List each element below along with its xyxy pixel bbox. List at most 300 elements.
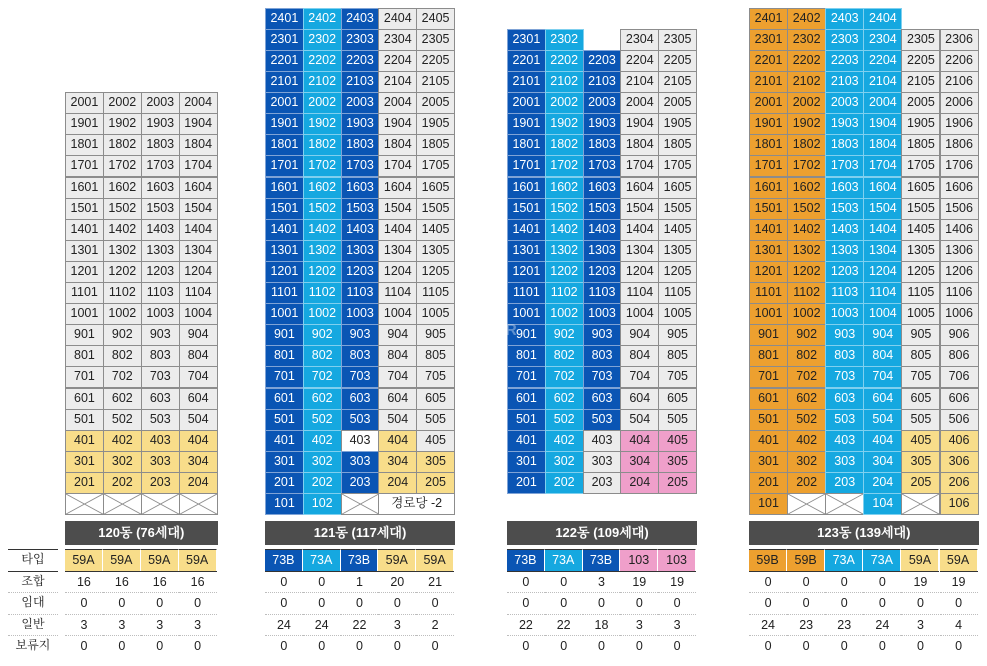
- unit-123-1303: 1303: [825, 240, 864, 262]
- stat-union-120-1: 16: [65, 571, 103, 593]
- unit-121-2404: 2404: [378, 8, 417, 30]
- unit-123-1304: 1304: [863, 240, 902, 262]
- unit-121-901: 901: [265, 324, 304, 346]
- unit-121-1003: 1003: [341, 303, 380, 325]
- unit-123-1403: 1403: [825, 219, 864, 241]
- unit-122-804: 804: [620, 345, 659, 367]
- unit-120-1101: 1101: [65, 282, 104, 304]
- unit-122-202: 202: [545, 472, 584, 494]
- stat-rental-121-3: 0: [341, 592, 379, 614]
- unit-122-1604: 1604: [620, 177, 659, 199]
- unit-121-405: 405: [416, 430, 455, 452]
- stat-rental-122-2: 0: [545, 592, 583, 614]
- unit-121-1505: 1505: [416, 198, 455, 220]
- watermark: NAVER: [458, 322, 518, 339]
- unit-123-2005: 2005: [901, 92, 940, 114]
- unit-122-902: 902: [545, 324, 584, 346]
- unit-123-1906: 1906: [940, 113, 979, 135]
- unit-122-903: 903: [583, 324, 622, 346]
- stat-general-123-1: 24: [749, 614, 787, 636]
- unit-121-2003: 2003: [341, 92, 380, 114]
- unit-120-201: 201: [65, 472, 104, 494]
- unit-123-406: 406: [940, 430, 979, 452]
- unit-121-1902: 1902: [303, 113, 342, 135]
- unit-121-1301: 1301: [265, 240, 304, 262]
- unit-123-2101: 2101: [749, 71, 788, 93]
- unit-121-702: 702: [303, 366, 342, 388]
- unit-122-601: 601: [507, 388, 546, 410]
- unit-121-703: 703: [341, 366, 380, 388]
- unit-122-404: 404: [620, 430, 659, 452]
- unit-123-1903: 1903: [825, 113, 864, 135]
- unit-121-1602: 1602: [303, 177, 342, 199]
- unit-122-805: 805: [658, 345, 697, 367]
- unit-121-2403: 2403: [341, 8, 380, 30]
- unit-123-1902: 1902: [787, 113, 826, 135]
- unit-120-903: 903: [141, 324, 180, 346]
- unit-123-404: 404: [863, 430, 902, 452]
- unit-123-605: 605: [901, 388, 940, 410]
- unit-120-403: 403: [141, 430, 180, 452]
- unit-123-1106: 1106: [940, 282, 979, 304]
- unit-123-1502: 1502: [787, 198, 826, 220]
- stat-type-123-3: 73A: [825, 549, 863, 571]
- unit-123-1703: 1703: [825, 155, 864, 177]
- unit-121-905: 905: [416, 324, 455, 346]
- unit-122-2302: 2302: [545, 29, 584, 51]
- stat-type-123-2: 59B: [787, 549, 825, 571]
- unit-121-505: 505: [416, 409, 455, 431]
- stat-general-121-2: 24: [303, 614, 341, 636]
- stat-general-120-2: 3: [103, 614, 141, 636]
- unit-121-1604: 1604: [378, 177, 417, 199]
- unit-123-805: 805: [901, 345, 940, 367]
- unit-120-301: 301: [65, 451, 104, 473]
- unit-122-1202: 1202: [545, 261, 584, 283]
- stat-reserved-121-5: 0: [416, 635, 454, 657]
- unit-122-1303: 1303: [583, 240, 622, 262]
- stat-general-120-3: 3: [141, 614, 179, 636]
- unit-120-1601: 1601: [65, 177, 104, 199]
- unit-123-1901: 1901: [749, 113, 788, 135]
- unit-121-1601: 1601: [265, 177, 304, 199]
- unit-122-1703: 1703: [583, 155, 622, 177]
- unit-122-1701: 1701: [507, 155, 546, 177]
- unit-121-2103: 2103: [341, 71, 380, 93]
- unit-121-1402: 1402: [303, 219, 342, 241]
- unit-123-1305: 1305: [901, 240, 940, 262]
- unit-123-2203: 2203: [825, 50, 864, 72]
- unit-123-1302: 1302: [787, 240, 826, 262]
- stat-rental-123-2: 0: [787, 592, 825, 614]
- unit-121-1501: 1501: [265, 198, 304, 220]
- unit-120-1401: 1401: [65, 219, 104, 241]
- unit-122-1104: 1104: [620, 282, 659, 304]
- stat-general-122-5: 3: [658, 614, 696, 636]
- stat-general-123-6: 4: [940, 614, 978, 636]
- unit-121-803: 803: [341, 345, 380, 367]
- unit-122-1204: 1204: [620, 261, 659, 283]
- unit-123-305: 305: [901, 451, 940, 473]
- unit-122-901: 901: [507, 324, 546, 346]
- unit-123-1404: 1404: [863, 219, 902, 241]
- unit-120-1604: 1604: [179, 177, 218, 199]
- unit-123-303: 303: [825, 451, 864, 473]
- unit-120-703: 703: [141, 366, 180, 388]
- unit-120-1901: 1901: [65, 113, 104, 135]
- unit-120-1902: 1902: [103, 113, 142, 135]
- stat-union-123-1: 0: [749, 571, 787, 593]
- unit-122-602: 602: [545, 388, 584, 410]
- stat-type-122-3: 73B: [583, 549, 621, 571]
- stat-rental-121-2: 0: [303, 592, 341, 614]
- unit-123-1805: 1805: [901, 134, 940, 156]
- unit-123-401: 401: [749, 430, 788, 452]
- unit-120-1403: 1403: [141, 219, 180, 241]
- unit-121-1503: 1503: [341, 198, 380, 220]
- unit-123-302: 302: [787, 451, 826, 473]
- unit-120-1703: 1703: [141, 155, 180, 177]
- unit-120-1201: 1201: [65, 261, 104, 283]
- unit-123-202: 202: [787, 472, 826, 494]
- unit-121-701: 701: [265, 366, 304, 388]
- unit-121-604: 604: [378, 388, 417, 410]
- unit-122-2304: 2304: [620, 29, 659, 51]
- unit-121-1005: 1005: [416, 303, 455, 325]
- unit-121-2102: 2102: [303, 71, 342, 93]
- unit-122-1002: 1002: [545, 303, 584, 325]
- unit-123-empty: [787, 493, 826, 515]
- unit-123-203: 203: [825, 472, 864, 494]
- stat-union-122-1: 0: [507, 571, 545, 593]
- unit-121-902: 902: [303, 324, 342, 346]
- unit-122-1302: 1302: [545, 240, 584, 262]
- stat-reserved-122-4: 0: [620, 635, 658, 657]
- stat-rental-122-5: 0: [658, 592, 696, 614]
- unit-121-1205: 1205: [416, 261, 455, 283]
- unit-121-403: 403: [341, 430, 380, 452]
- unit-120-1503: 1503: [141, 198, 180, 220]
- unit-120-empty: [141, 493, 180, 515]
- unit-120-empty: [179, 493, 218, 515]
- unit-123-1301: 1301: [749, 240, 788, 262]
- unit-122-1504: 1504: [620, 198, 659, 220]
- unit-120-603: 603: [141, 388, 180, 410]
- stat-union-122-4: 19: [620, 571, 658, 593]
- stat-type-120-4: 59A: [179, 549, 217, 571]
- unit-121-503: 503: [341, 409, 380, 431]
- unit-121-404: 404: [378, 430, 417, 452]
- unit-121-2002: 2002: [303, 92, 342, 114]
- stat-reserved-122-2: 0: [545, 635, 583, 657]
- empty-unit-cross-icon: [342, 494, 379, 514]
- unit-121-1703: 1703: [341, 155, 380, 177]
- unit-120-1204: 1204: [179, 261, 218, 283]
- unit-122-1502: 1502: [545, 198, 584, 220]
- unit-120-1202: 1202: [103, 261, 142, 283]
- unit-122-2102: 2102: [545, 71, 584, 93]
- unit-120-1102: 1102: [103, 282, 142, 304]
- row-label-rule: [8, 614, 58, 615]
- unit-122-604: 604: [620, 388, 659, 410]
- unit-122-1902: 1902: [545, 113, 584, 135]
- unit-121-2104: 2104: [378, 71, 417, 93]
- stat-rental-120-1: 0: [65, 592, 103, 614]
- unit-122-1005: 1005: [658, 303, 697, 325]
- unit-123-1802: 1802: [787, 134, 826, 156]
- unit-121-804: 804: [378, 345, 417, 367]
- unit-121-1203: 1203: [341, 261, 380, 283]
- unit-123-704: 704: [863, 366, 902, 388]
- unit-121-101: 101: [265, 493, 304, 515]
- unit-123-1603: 1603: [825, 177, 864, 199]
- unit-123-2302: 2302: [787, 29, 826, 51]
- unit-123-1704: 1704: [863, 155, 902, 177]
- unit-122-1705: 1705: [658, 155, 697, 177]
- unit-123-1102: 1102: [787, 282, 826, 304]
- stat-union-120-3: 16: [141, 571, 179, 593]
- unit-123-2304: 2304: [863, 29, 902, 51]
- unit-120-702: 702: [103, 366, 142, 388]
- unit-120-1003: 1003: [141, 303, 180, 325]
- unit-123-104: 104: [863, 493, 902, 515]
- unit-122-1403: 1403: [583, 219, 622, 241]
- unit-120-602: 602: [103, 388, 142, 410]
- unit-120-1602: 1602: [103, 177, 142, 199]
- unit-120-1303: 1303: [141, 240, 180, 262]
- unit-123-505: 505: [901, 409, 940, 431]
- unit-122-1402: 1402: [545, 219, 584, 241]
- stat-general-122-2: 22: [545, 614, 583, 636]
- stat-union-121-5: 21: [416, 571, 454, 593]
- unit-123-705: 705: [901, 366, 940, 388]
- unit-123-204: 204: [863, 472, 902, 494]
- unit-121-1102: 1102: [303, 282, 342, 304]
- unit-122-803: 803: [583, 345, 622, 367]
- stat-union-123-5: 19: [901, 571, 939, 593]
- unit-123-1701: 1701: [749, 155, 788, 177]
- stat-rental-120-3: 0: [141, 592, 179, 614]
- unit-123-201: 201: [749, 472, 788, 494]
- unit-120-304: 304: [179, 451, 218, 473]
- unit-121-904: 904: [378, 324, 417, 346]
- unit-121-1401: 1401: [265, 219, 304, 241]
- unit-123-2201: 2201: [749, 50, 788, 72]
- stat-reserved-123-2: 0: [787, 635, 825, 657]
- unit-121-903: 903: [341, 324, 380, 346]
- stat-general-121-5: 2: [416, 614, 454, 636]
- stat-general-122-3: 18: [583, 614, 621, 636]
- unit-121-1901: 1901: [265, 113, 304, 135]
- unit-123-2204: 2204: [863, 50, 902, 72]
- unit-123-701: 701: [749, 366, 788, 388]
- unit-122-1103: 1103: [583, 282, 622, 304]
- unit-123-1104: 1104: [863, 282, 902, 304]
- unit-123-804: 804: [863, 345, 902, 367]
- unit-121-2302: 2302: [303, 29, 342, 51]
- unit-123-803: 803: [825, 345, 864, 367]
- stat-union-123-2: 0: [787, 571, 825, 593]
- unit-120-1504: 1504: [179, 198, 218, 220]
- unit-120-1801: 1801: [65, 134, 104, 156]
- unit-121-2205: 2205: [416, 50, 455, 72]
- unit-120-701: 701: [65, 366, 104, 388]
- row-label-rule: [8, 549, 58, 550]
- unit-121-1403: 1403: [341, 219, 380, 241]
- stat-general-120-1: 3: [65, 614, 103, 636]
- unit-120-1002: 1002: [103, 303, 142, 325]
- unit-120-1402: 1402: [103, 219, 142, 241]
- unit-120-1302: 1302: [103, 240, 142, 262]
- unit-120-empty: [103, 493, 142, 515]
- unit-121-1504: 1504: [378, 198, 417, 220]
- stat-type-122-4: 103: [620, 549, 658, 571]
- unit-122-1401: 1401: [507, 219, 546, 241]
- unit-122-505: 505: [658, 409, 697, 431]
- unit-122-702: 702: [545, 366, 584, 388]
- unit-121-1202: 1202: [303, 261, 342, 283]
- unit-122-2305: 2305: [658, 29, 697, 51]
- unit-122-1602: 1602: [545, 177, 584, 199]
- unit-122-2204: 2204: [620, 50, 659, 72]
- unit-123-1601: 1601: [749, 177, 788, 199]
- unit-123-205: 205: [901, 472, 940, 494]
- unit-120-1603: 1603: [141, 177, 180, 199]
- unit-123-1905: 1905: [901, 113, 940, 135]
- empty-unit-cross-icon: [180, 494, 217, 514]
- stat-reserved-120-2: 0: [103, 635, 141, 657]
- stat-general-123-4: 24: [863, 614, 901, 636]
- unit-123-1105: 1105: [901, 282, 940, 304]
- unit-123-905: 905: [901, 324, 940, 346]
- unit-121-2305: 2305: [416, 29, 455, 51]
- row-label-1: 타입: [21, 552, 45, 566]
- unit-123-1503: 1503: [825, 198, 864, 220]
- stat-reserved-122-5: 0: [658, 635, 696, 657]
- stat-rental-120-2: 0: [103, 592, 141, 614]
- unit-123-2004: 2004: [863, 92, 902, 114]
- unit-123-2403: 2403: [825, 8, 864, 30]
- unit-121-1305: 1305: [416, 240, 455, 262]
- row-label-4: 일반: [21, 616, 45, 631]
- unit-123-1206: 1206: [940, 261, 979, 283]
- unit-122-704: 704: [620, 366, 659, 388]
- unit-123-empty: [825, 493, 864, 515]
- unit-121-1404: 1404: [378, 219, 417, 241]
- stat-rental-122-3: 0: [583, 592, 621, 614]
- unit-123-1202: 1202: [787, 261, 826, 283]
- unit-120-empty: [65, 493, 104, 515]
- stat-rental-121-4: 0: [378, 592, 416, 614]
- stat-type-122-5: 103: [658, 549, 696, 571]
- unit-123-1702: 1702: [787, 155, 826, 177]
- stat-union-122-2: 0: [545, 571, 583, 593]
- stat-type-123-6: 59A: [940, 549, 978, 571]
- unit-123-606: 606: [940, 388, 979, 410]
- unit-121-1804: 1804: [378, 134, 417, 156]
- unit-123-106: 106: [940, 493, 979, 515]
- stat-general-121-4: 3: [378, 614, 416, 636]
- unit-120-1304: 1304: [179, 240, 218, 262]
- unit-120-302: 302: [103, 451, 142, 473]
- unit-121-402: 402: [303, 430, 342, 452]
- stat-union-122-3: 3: [583, 571, 621, 593]
- unit-120-2004: 2004: [179, 92, 218, 114]
- unit-122-1203: 1203: [583, 261, 622, 283]
- unit-120-204: 204: [179, 472, 218, 494]
- unit-123-1904: 1904: [863, 113, 902, 135]
- unit-123-1201: 1201: [749, 261, 788, 283]
- unit-122-1805: 1805: [658, 134, 697, 156]
- unit-123-301: 301: [749, 451, 788, 473]
- unit-123-802: 802: [787, 345, 826, 367]
- unit-122-304: 304: [620, 451, 659, 473]
- unit-120-902: 902: [103, 324, 142, 346]
- unit-123-504: 504: [863, 409, 902, 431]
- unit-123-101: 101: [749, 493, 788, 515]
- stat-rental-121-1: 0: [265, 592, 303, 614]
- unit-123-2106: 2106: [940, 71, 979, 93]
- row-label-2: 조합: [21, 573, 45, 588]
- building-title-122: 122동 (109세대): [507, 521, 697, 545]
- stat-reserved-120-1: 0: [65, 635, 103, 657]
- unit-120-1004: 1004: [179, 303, 218, 325]
- unit-121-202: 202: [303, 472, 342, 494]
- unit-123-1706: 1706: [940, 155, 979, 177]
- unit-123-1306: 1306: [940, 240, 979, 262]
- stat-reserved-123-4: 0: [863, 635, 901, 657]
- unit-120-2001: 2001: [65, 92, 104, 114]
- unit-123-2404: 2404: [863, 8, 902, 30]
- unit-123-1002: 1002: [787, 303, 826, 325]
- unit-122-2105: 2105: [658, 71, 697, 93]
- unit-122-2002: 2002: [545, 92, 584, 114]
- unit-121-603: 603: [341, 388, 380, 410]
- unit-123-502: 502: [787, 409, 826, 431]
- unit-121-1904: 1904: [378, 113, 417, 135]
- unit-120-2002: 2002: [103, 92, 142, 114]
- unit-121-2401: 2401: [265, 8, 304, 30]
- unit-121-1004: 1004: [378, 303, 417, 325]
- unit-123-1604: 1604: [863, 177, 902, 199]
- unit-122-302: 302: [545, 451, 584, 473]
- unit-122-2301: 2301: [507, 29, 546, 51]
- unit-123-2205: 2205: [901, 50, 940, 72]
- stat-reserved-121-2: 0: [303, 635, 341, 657]
- unit-123-403: 403: [825, 430, 864, 452]
- unit-123-1003: 1003: [825, 303, 864, 325]
- row-label-rule: [8, 571, 58, 572]
- unit-121-1903: 1903: [341, 113, 380, 135]
- unit-123-1804: 1804: [863, 134, 902, 156]
- unit-120-501: 501: [65, 409, 104, 431]
- stat-rental-123-1: 0: [749, 592, 787, 614]
- unit-123-2306: 2306: [940, 29, 979, 51]
- stat-union-120-2: 16: [103, 571, 141, 593]
- unit-121-1801: 1801: [265, 134, 304, 156]
- unit-121-1201: 1201: [265, 261, 304, 283]
- stat-union-120-4: 16: [179, 571, 217, 593]
- unit-121-1905: 1905: [416, 113, 455, 135]
- unit-122-1901: 1901: [507, 113, 546, 135]
- unit-123-1005: 1005: [901, 303, 940, 325]
- unit-123-2001: 2001: [749, 92, 788, 114]
- stat-general-123-5: 3: [901, 614, 939, 636]
- unit-121-303: 303: [341, 451, 380, 473]
- unit-122-201: 201: [507, 472, 546, 494]
- unit-120-1501: 1501: [65, 198, 104, 220]
- unit-121-1702: 1702: [303, 155, 342, 177]
